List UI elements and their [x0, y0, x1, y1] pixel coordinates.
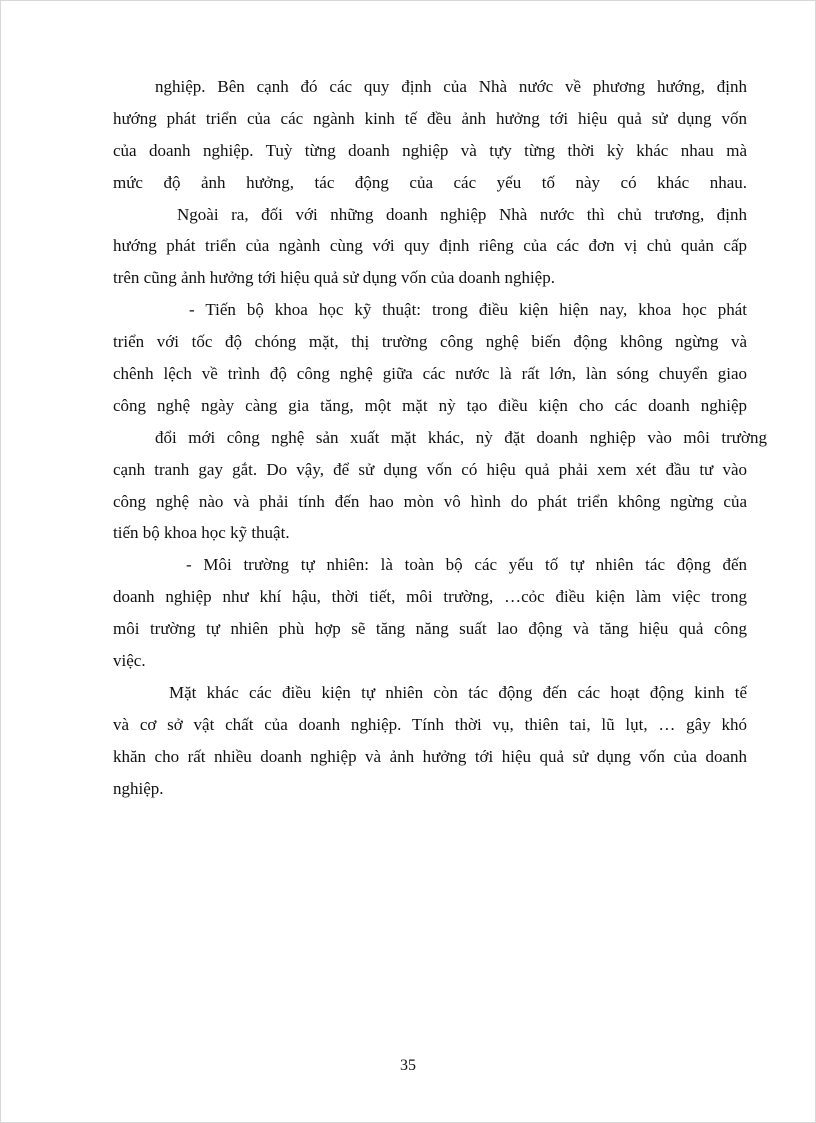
text-line: chênh lệch về trình độ công nghệ giữa các nước là rất lớn, làn sóng chuyển giao	[113, 364, 747, 384]
text-line: nghiệp.	[113, 778, 164, 798]
text-line: của doanh nghiệp. Tuỳ từng doanh nghiệp và tựy từng thời kỳ khác nhau mà	[113, 140, 747, 160]
text-line: đổi mới công nghệ sản xuất mặt khác, nỳ đặt doanh nghiệp vào môi trường	[155, 427, 767, 447]
document-body	[113, 71, 767, 804]
text-line: doanh nghiệp như khí hậu, thời tiết, môi trường, …cỏc điều kiện làm việc trong	[113, 587, 747, 607]
text-line: Ngoài ra, đối với những doanh nghiệp Nhà nước thì chủ trương, định	[177, 204, 747, 224]
page-number: 35	[400, 1057, 416, 1074]
text-line: mức độ ảnh hưởng, tác động của các yếu tố này có khác nhau.	[113, 172, 747, 192]
text-line: công nghệ ngày càng gia tăng, một mặt nỳ tạo điều kiện cho các doanh nghiệp	[113, 395, 747, 415]
text-line: môi trường tự nhiên phù hợp sẽ tăng năng suất lao động và tăng hiệu quả công	[113, 619, 747, 639]
text-line: Mặt khác các điều kiện tự nhiên còn tác động đến các hoạt động kinh tế	[169, 682, 747, 702]
text-line: cạnh tranh gay gắt. Do vậy, để sử dụng vốn có hiệu quả phải xem xét đầu tư vào	[113, 459, 747, 479]
text-line: tiến bộ khoa học kỹ thuật.	[113, 523, 290, 543]
text-line: công nghệ nào và phải tính đến hao mòn vô hình do phát triển không ngừng của	[113, 491, 747, 511]
text-line: và cơ sở vật chất của doanh nghiệp. Tính thời vụ, thiên tai, lũ lụt, … gây khó	[113, 714, 747, 734]
text-line: nghiệp. Bên cạnh đó các quy định của Nhà nước về phương hướng, định	[155, 77, 747, 96]
text-line: khăn cho rất nhiều doanh nghiệp và ảnh hưởng tới hiệu quả sử dụng vốn của doanh	[113, 746, 747, 766]
text-line: - Tiến bộ khoa học kỹ thuật: trong điều kiện hiện nay, khoa học phát	[189, 300, 747, 320]
text-line: trên cũng ảnh hưởng tới hiệu quả sử dụng vốn của doanh nghiệp.	[113, 268, 555, 288]
text-line: - Môi trường tự nhiên: là toàn bộ các yếu tố tự nhiên tác động đến	[186, 555, 747, 575]
text-line: hướng phát triển của các ngành kinh tế đều ảnh hưởng tới hiệu quả sử dụng vốn	[113, 108, 747, 128]
text-line: triển với tốc độ chóng mặt, thị trường công nghệ biến động không ngừng và	[113, 332, 747, 352]
text-line: việc.	[113, 651, 146, 671]
text-line: hướng phát triển của ngành cùng với quy định riêng của các đơn vị chủ quản cấp	[113, 236, 747, 256]
